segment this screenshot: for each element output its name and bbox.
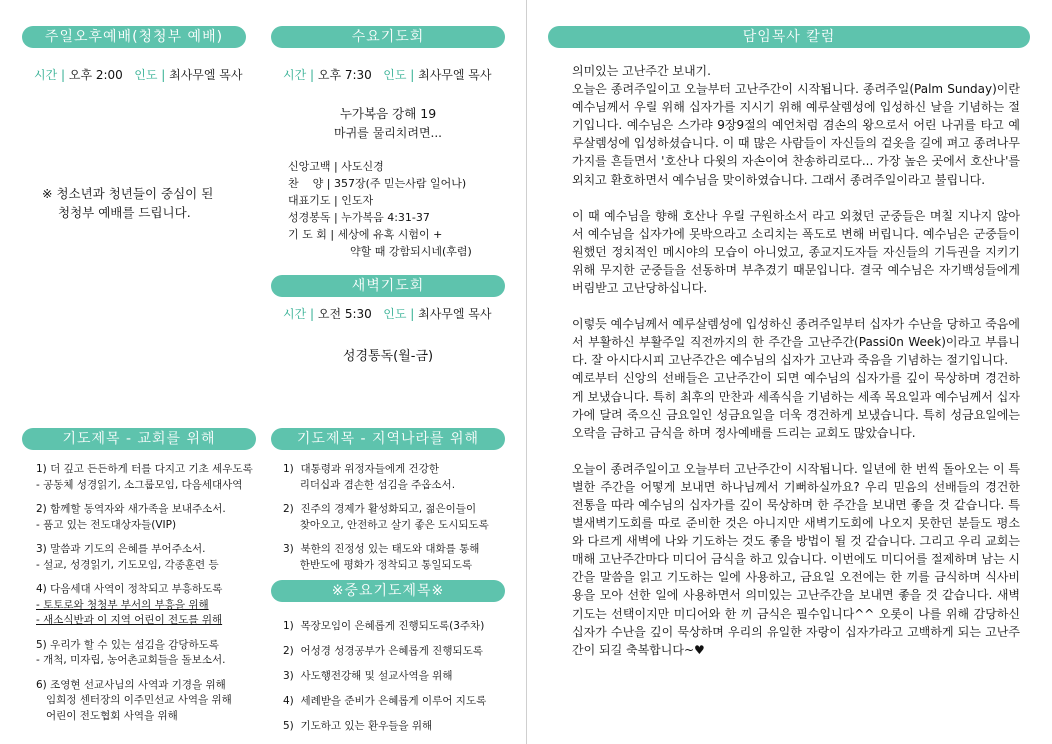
sermon-subtitle: 마귀를 물리치려면...: [334, 126, 442, 140]
order-row-cont: 약할 때 강함되시네(후렴): [350, 245, 472, 258]
column-paragraph: 오늘이 종려주일이고 오늘부터 고난주간이 시작됩니다. 일년에 한 번씩 돌아오는 이 특별한 주간을 어떻게 보내면 하나님께서 기뻐하실까요? 우리 믿음의 선배들의 경건한 전통을 따라 예수님의 십자가를 깊이 묵상하며 한 주간을 보내면 좋을 것 같습니다. 특별새벽기도회를 따로 준비한 것은 아니지만 새벽기도회에 나오지 못한던 분들도 평소와 다르게 새벽에 나와 기도하는 것도 좋을 방법이 될 것 같습니다. 그리고 우리 교회는 매해 고난주간마다 미디어 금식을 하고 있습니다. 이번에도 미디어를 절제하며 남는 시간을 말씀을 읽고 기도하는 일에 사용하고, 금요일 오전에는 한 끼를 금식하며 식사비용을 모아 선한 일에 사용하면서 의미있는 고난주간을 보내면 좋을 것 같습니다. 새벽기도는 선택이지만 미디어와 한 끼 금식은 필수입니다^^ 오롯이 나를 위해 감당하신 십자가 수난을 깊이 묵상하며 우리의 유일한 자랑이 십자가라고 고백하게 되는 고난주간이 되길 축복합니다~♥: [572, 461, 1020, 657]
lead-value: 최사무엘 목사: [418, 307, 492, 321]
list-item: 5) 기도하고 있는 환우들을 위해: [283, 720, 433, 732]
column-paragraph: 의미있는 고난주간 보내기. 오늘은 종려주일이고 오늘부터 고난주간이 시작됩니다. 종려주일(Palm Sunday)이란 예수님께서 우릴 위해 십자가를 지시기 위해 예루살렘성에 입성하신 날을 기념하는 절기입니다. 예수님은 스가랴 9장9절의 예언처럼 겸손의 왕으로서 어린 나귀를 타고 예루살렘성에 입성하셨습니다. 이 때 많은 사람들이 자신들의 겉옷을 길에 펴고 종려나무 가지를 흔들면서 '호산나 다윗의 자손이여 찬송하리로다... 가장 높은 곳에서 호산나'를 외치고 환호하면서 예수님을 맞이하였습니다. 그래서 종려주일이라고 불립니다.: [572, 64, 1020, 187]
lead-key: 인도: [383, 307, 407, 321]
order-row: 성경봉독 | 누가복음 4:31-37: [288, 211, 430, 224]
column-body: [572, 62, 1020, 659]
lead-value: 최사무엘 목사: [418, 68, 492, 82]
list-item: 6) 조영현 선교사님의 사역과 기경을 위해 임희정 센터장의 이주민선교 사역을 위해 어린이 전도협회 사역을 위해: [36, 678, 232, 722]
list-item: 3) 사도행전강해 및 설교사역을 위해: [283, 670, 453, 682]
list-item: 4) 다음세대 사역이 정착되고 부흥하도록 - 토토로와 청청부 부서의 부흥을 위해 - 새소식반과 이 지역 어린이 전도를 위해: [36, 583, 223, 626]
wed-prayer-info: 시간 | 오후 7:30 인도 | 최사무엘 목사: [283, 68, 492, 82]
order-row: 기 도 회 | 세상에 유혹 시험이 +: [288, 228, 443, 241]
dawn-prayer-info: 시간 | 오전 5:30 인도 | 최사무엘 목사: [283, 307, 492, 321]
order-row: 찬 양 | 357장(주 믿는사람 일어나): [288, 177, 467, 190]
list-item: 1) 대통령과 위정자들에게 건강한 리더십과 겸손한 섬김을 주옵소서.: [283, 463, 456, 491]
list-item: 2) 어성경 성경공부가 은혜롭게 진행되도록: [283, 645, 483, 657]
column-paragraph: 이렇듯 예수님께서 예루살렘성에 입성하신 종려주일부터 십자가 수난을 당하고 죽음에서 부활하신 부활주일 직전까지의 한 주간을 고난주간(Passi0n Week)이라고 부릅니다. 잘 아시다시피 고난주간은 예수님의 십자가 고난과 죽음을 기념하는 절기입니다. 예로부터 신앙의 선배들은 고난주간이 되면 예수님의 십자가를 깊이 묵상하며 경건하게 보냈습니다. 특히 최후의 만찬과 세족식을 기념하는 세족 목요일과 예수님께서 십자가에 달려 죽으신 금요일인 성금요일을 더욱 경건하게 보냈습니다. 특히 성금요일에는 오락을 금하고 금식을 하며 정사예배를 드리는 교회도 많았습니다.: [572, 317, 1020, 440]
time-key: 시간: [34, 68, 58, 82]
dawn-reading: 성경통독(월-금): [342, 349, 434, 364]
list-item: 3) 말씀과 기도의 은혜를 부어주소서. - 설교, 성경읽기, 기도모임, 각종훈련 등: [36, 543, 219, 571]
time-value: 오후 2:00: [68, 68, 123, 82]
wed-prayer-title: 수요기도회: [271, 26, 505, 48]
list-item: 2) 함께할 동역자와 새가족을 보내주소서. - 품고 있는 전도대상자들(VIP): [36, 503, 226, 531]
list-item: 2) 진주의 경제가 활성화되고, 젊은이들이 찾아오고, 안전하고 살기 좋은 도시되도록: [283, 503, 489, 531]
order-of-service: [288, 158, 518, 260]
sermon-title: 누가복음 강해 19: [339, 106, 437, 121]
note-line-1: ※ 청소년과 청년들이 중심이 된: [42, 186, 214, 201]
prayer-region-title: 기도제목 - 지역나라를 위해: [271, 428, 505, 450]
prayer-church-title: 기도제목 - 교회를 위해: [22, 428, 256, 450]
list-item: 1) 목장모임이 은혜롭게 진행되도록(3주차): [283, 620, 485, 632]
column-paragraph: 이 때 예수님을 향해 호산나 우릴 구원하소서 라고 외쳤던 군중들은 며칠 지나지 않아서 예수님을 십자가에 못박으라고 소리치는 폭도로 변해 버립니다. 예수님은 군중들이 원했던 정치적인 메시야의 모습이 아니었고, 종교지도자들 자신들의 기득권을 지키기 위해 무지한 군중들을 선동하며 부추겼기 때문입니다. 결국 예수님은 자기백성들에게 버림받고 고난당하십니다.: [572, 208, 1020, 296]
lead-key: 인도: [134, 68, 158, 82]
lead-key: 인도: [383, 68, 407, 82]
list-item: 1) 더 깊고 든든하게 터를 다지고 기초 세우도록 - 공동체 성경읽기, 소그룹모임, 다음세대사역: [36, 463, 253, 491]
order-row: 신앙고백 | 사도신경: [288, 160, 384, 173]
time-key: 시간: [283, 68, 307, 82]
sunday-pm-title: 주일오후예배(청청부 예배): [22, 26, 246, 48]
order-row: 대표기도 | 인도자: [288, 194, 374, 207]
prayer-church-list: [36, 462, 266, 724]
column-title: 담임목사 칼럼: [548, 26, 1030, 48]
list-item: 4) 세례받을 준비가 은혜롭게 이루어 지도록: [283, 695, 487, 707]
prayer-key-title: ※중요기도제목※: [271, 580, 505, 602]
note-line-2: 청청부 예배를 드립니다.: [58, 205, 191, 220]
sunday-pm-info: 시간 | 오후 2:00 인도 | 최사무엘 목사: [34, 68, 243, 82]
dawn-prayer-title: 새벽기도회: [271, 275, 505, 297]
list-item: 3) 북한의 진정성 있는 태도와 대화를 통해 한반도에 평화가 정착되고 통일되도록: [283, 543, 480, 571]
sunday-pm-note: [42, 184, 213, 222]
lead-value: 최사무엘 목사: [169, 68, 243, 82]
list-item: 5) 우리가 할 수 있는 섬김을 감당하도록 - 개척, 미자립, 농어촌교회들을 돌보소서.: [36, 638, 226, 666]
time-value: 오후 7:30: [317, 68, 372, 82]
time-value: 오전 5:30: [317, 307, 372, 321]
time-key: 시간: [283, 307, 307, 321]
page-fold: [526, 0, 527, 744]
prayer-region-list: [283, 462, 519, 573]
prayer-key-list: [283, 614, 519, 739]
